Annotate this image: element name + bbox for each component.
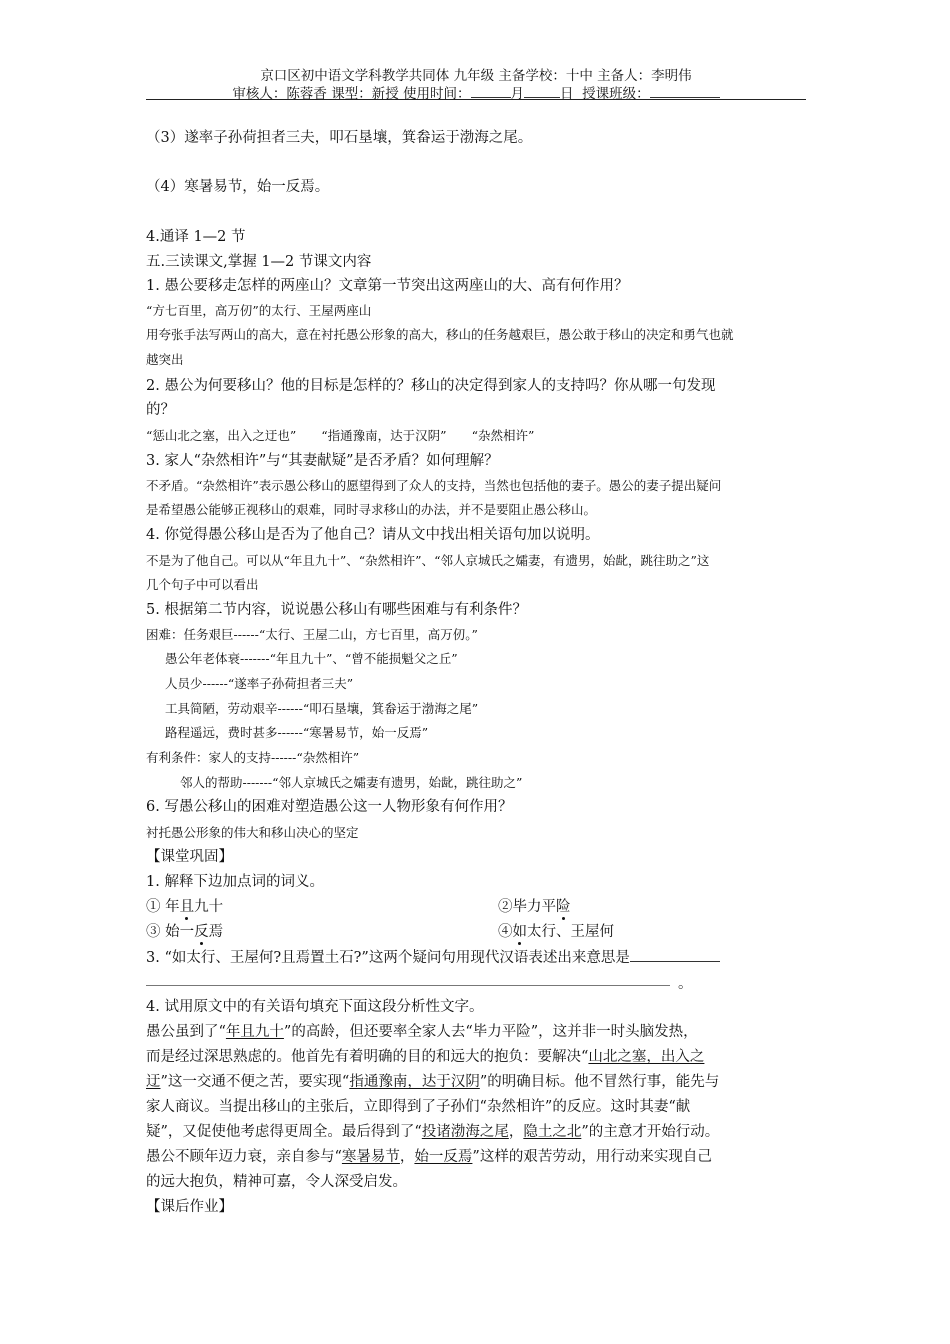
question-2-line-1: 2. 愚公为何要移山？他的目标是怎样的？移山的决定得到家人的支持吗？你从哪一句发现: [146, 378, 716, 394]
question-5: 5. 根据第二节内容，说说愚公移山有哪些困难与有利条件？: [146, 602, 527, 618]
filled-answer: 始一反焉: [414, 1149, 473, 1165]
filled-answer: 隐土之北: [523, 1124, 582, 1140]
exercise-3-answer-blank[interactable]: [630, 947, 720, 962]
exercise-3: [146, 947, 808, 968]
answer-5-advantage-2: 邻人的帮助-------“邻人京城氏之孀妻有遗男，始龀，跳往助之”: [180, 775, 523, 790]
question-1: 1. 愚公要移走怎样的两座山？文章第一节突出这两座山的大、高有何作用？: [146, 278, 629, 294]
answer-6: 衬托愚公形象的伟大和移山决心的坚定: [146, 825, 359, 840]
answer-3-line-1: 不矛盾。“杂然相许”表示愚公移山的愿望得到了众人的支持，当然也包括他的妻子。愚公的妻子提出疑问: [146, 478, 722, 493]
filled-answer: 寒暑易节: [341, 1149, 400, 1165]
paragraph-line-1: 愚公虽到了“年且九十”的高龄，但还要率全家人去“毕力平险”，这并非一时头脑发热，: [146, 1024, 698, 1040]
header-line-2: [146, 83, 806, 103]
answer-5-difficulty-5: 路程遥远，费时甚多------“寒暑易节，始一反焉”: [165, 725, 429, 740]
question-3: 3. 家人“杂然相许”与“其妻献疑”是否矛盾？如何理解？: [146, 453, 499, 469]
answer-1-line-3: 越突出: [146, 352, 184, 367]
consolidation-heading: 【课堂巩固】: [146, 849, 233, 865]
section-4-title: 4.通译 1—2 节: [146, 229, 246, 245]
answer-2: “惩山北之塞，出入之迂也” “指通豫南，达于汉阴” “杂然相许”: [146, 428, 535, 443]
filled-answer: 山北之塞，出入之: [588, 1049, 705, 1065]
exercise-3-prompt: 3. “如太行、王屋何?且焉置土石?”这两个疑问句用现代汉语表述出来意思是: [146, 950, 630, 966]
dotted-char-qie: 且: [179, 899, 195, 915]
exercise-3-answer-line[interactable]: [146, 985, 670, 986]
dotted-char-fan: 反: [194, 924, 209, 940]
answer-5-advantage-1: 有利条件：家人的支持------“杂然相许”: [146, 750, 360, 765]
item-2: ②毕力平险: [498, 899, 571, 915]
class-label: 授课班级：: [582, 86, 650, 102]
answer-3-line-2: 是希望愚公能够正视移山的艰难，同时寻求移山的办法，并不是要阻止愚公移山。: [146, 502, 597, 517]
answer-4-line-2: 几个句子中可以看出: [146, 577, 259, 592]
answer-5-difficulty-3: 人员少------“遂率子孙荷担者三夫”: [165, 676, 354, 691]
sentence-3: （3）遂率子孙荷担者三夫，叩石垦壤，箕畚运于渤海之尾。: [146, 130, 533, 146]
day-label: 日: [560, 86, 574, 102]
exercise-4-prompt: 4. 试用原文中的有关语句填充下面这段分析性文字。: [146, 999, 484, 1015]
paragraph-line-7: 的远大抱负，精神可嘉，令人深受启发。: [146, 1174, 407, 1190]
day-blank[interactable]: [524, 83, 560, 98]
question-6: 6. 写愚公移山的困难对塑造愚公这一人物形象有何作用？: [146, 799, 513, 815]
answer-5-difficulty-1: 困难：任务艰巨------“太行、王屋二山，方七百里，高万仞。”: [146, 627, 478, 642]
paragraph-line-5: 疑”，又促使他考虑得更周全。最后得到了“投诸渤海之尾，隐土之北”的主意才开始行动。: [146, 1124, 720, 1140]
item-4: ④如太行、王屋何: [498, 924, 614, 940]
paragraph-line-3: 迂”这一交通不便之苦，要实现“指通豫南，达于汉阴”的明确目标。他不冒然行事，能先与: [146, 1074, 720, 1090]
item-3: ③ 始一反焉: [146, 924, 224, 940]
exercise-1-row-1: [146, 897, 808, 917]
question-4: 4. 你觉得愚公移山是否为了他自己？请从文中找出相关语句加以说明。: [146, 527, 600, 543]
section-5-title: 五.三读课文,掌握 1—2 节课文内容: [146, 254, 372, 270]
paragraph-line-2: 而是经过深思熟虑的。他首先有着明确的目的和远大的抱负：要解决“山北之塞，出入之: [146, 1049, 705, 1065]
header-line-1: 京口区初中语文学科教学共同体 九年级 主备学校：十中 主备人：李明伟: [260, 68, 692, 84]
exercise-1-prompt: 1. 解释下边加点词的词义。: [146, 874, 324, 890]
header-reviewer-info: 审核人：陈蓉香 课型：新授 使用时间：: [232, 86, 471, 102]
filled-answer: 指通豫南，达于汉阴: [349, 1074, 480, 1090]
dotted-char-xian: 险: [556, 899, 571, 915]
exercise-1-row-2: [146, 922, 808, 942]
sentence-4: （4）寒暑易节，始一反焉。: [146, 179, 330, 195]
item-1: ① 年且九十: [146, 899, 224, 915]
dotted-char-ru: 如: [512, 924, 527, 940]
month-label: 月: [510, 86, 524, 102]
answer-4-line-1: 不是为了他自己。可以从“年且九十”、“杂然相许”、“邻人京城氏之孀妻，有遗男，始龀，跳往助之”这: [146, 553, 710, 568]
filled-answer: 迂: [146, 1074, 161, 1090]
answer-1-line-1: “方七百里，高万仞”的太行、王屋两座山: [146, 303, 372, 318]
answer-5-difficulty-4: 工具简陋，劳动艰辛------“叩石垦壤，箕畚运于渤海之尾”: [165, 701, 479, 716]
homework-heading: 【课后作业】: [146, 1199, 233, 1215]
header-divider: [146, 99, 806, 100]
filled-answer: 投诸渤海之尾: [421, 1124, 509, 1140]
answer-1-line-2: 用夸张手法写两山的高大，意在衬托愚公形象的高大，移山的任务越艰巨，愚公敢于移山的决定和勇气也就: [146, 327, 734, 342]
class-blank[interactable]: [650, 83, 720, 98]
filled-answer: 年且九十: [225, 1024, 284, 1040]
exercise-3-period: 。: [678, 976, 693, 992]
paragraph-line-6: 愚公不顾年迈力衰，亲自参与“寒暑易节，始一反焉”这样的艰苦劳动，用行动来实现自己: [146, 1149, 712, 1165]
answer-5-difficulty-2: 愚公年老体衰-------“年且九十”、“曾不能损魁父之丘”: [165, 651, 458, 666]
date-blank[interactable]: [471, 83, 511, 98]
question-2-line-2: 的？: [146, 402, 175, 418]
paragraph-line-4: 家人商议。当提出移山的主张后，立即得到了子孙们“杂然相许”的反应。这时其妻“献: [146, 1099, 691, 1115]
